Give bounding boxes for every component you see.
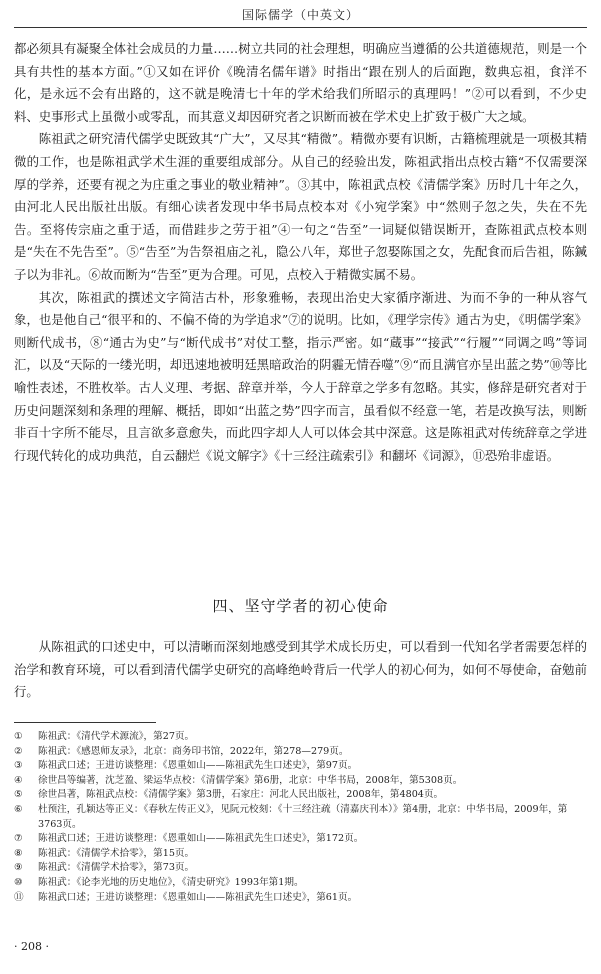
footnote-number: ⑦ — [14, 833, 23, 845]
footnote-text: 陈祖武口述；王进访谈整理：《恩重如山——陈祖武先生口述史》，第61页。 — [38, 891, 358, 903]
footnote-text: 徐世昌著，陈祖武点校：《清儒学案》第3册，石家庄：河北人民出版社，2008年，第4804页。 — [38, 789, 444, 801]
footnote-8 — [14, 847, 587, 862]
footnote-11 — [14, 891, 587, 906]
paragraph-2: 陈祖武之研究清代儒学史既致其“广大”，又尽其“精微”。精微亦要有识断，古籍梳理就是一项极其精微的工作，也是陈祖武学术生涯的重要组成部分。从自己的经验出发，陈祖武指出点校古籍“不仅需要深厚的学养，还要有视之为庄重之事业的敬业精神”。③其中，陈祖武点校《清儒学案》历时几十年之久，由河北人民出版社出版。有细心读者发现中华书局点校本对《小宛学案》中“然则子忽之失，失在不先告。至将传宗庙之重于适，而借跬步之劳于祖”④一句之“告至”一词疑似错误断开，查陈祖武点校本则是“失在不先告至”。⑤“告至”为告祭祖庙之礼，隐公八年，郑世子忽娶陈国之女，先配食而后告祖，陈鍼子以为非礼。⑥故而断为“告至”更为合理。可见，点校入于精微实属不易。 — [14, 131, 587, 282]
footnote-text: 陈祖武：《论李光地的历史地位》，《清史研究》1993年第1期。 — [38, 876, 304, 888]
footnote-number: ② — [14, 745, 23, 757]
footnote-text: 陈祖武：《感恩师友录》，北京：商务印书馆，2022年，第278—279页。 — [38, 745, 349, 757]
footnote-text: 陈祖武：《清代学术源流》，第27页。 — [38, 731, 195, 742]
footnote-1 — [14, 730, 587, 745]
footnote-number: ⑤ — [14, 789, 23, 801]
footnote-rule — [14, 722, 156, 723]
footnote-text: 陈祖武口述；王进访谈整理：《恩重如山——陈祖武先生口述史》，第97页。 — [38, 760, 358, 772]
footnote-text: 徐世昌等编著，沈芝盈、梁运华点校：《清儒学案》第6册，北京：中华书局，2008年，第5308页。 — [38, 774, 463, 786]
paragraph-1: 都必须具有凝聚全体社会成员的力量……树立共同的社会理想，明确应当遵循的公共道德规范，则是一个具有共性的基本方面。”①又如在评价《晚清名儒年谱》时指出“跟在别人的后面跑，数典忘祖，食洋不化，是永远不会有出路的，这不就是晚清七十年的学术给我们所昭示的真理吗！”②可以看到，不少史料、史事形式上虽微小或零乱，而其意义却因研究者之识断而被在学术史上扩致于极广大之域。 — [14, 41, 587, 124]
section-body — [14, 636, 587, 704]
footnote-2 — [14, 745, 587, 760]
footnote-number: ④ — [14, 774, 23, 786]
body-text — [14, 38, 587, 467]
footnote-7 — [14, 832, 587, 847]
footnote-number: ⑩ — [14, 876, 23, 888]
footnote-text: 陈祖武：《清儒学术拾零》，第15页。 — [38, 847, 195, 859]
footnote-text: 杜预注，孔颖达等正义：《春秋左传正义》，见阮元校刻：《十三经注疏（清嘉庆刊本）》第4册，北京：中华书局，2009年，第3763页。 — [38, 803, 568, 830]
header-rule — [14, 27, 587, 28]
footnote-5 — [14, 788, 587, 803]
section-heading: 四、坚守学者的初心使命 — [212, 597, 389, 615]
footnote-9 — [14, 861, 587, 876]
footnote-6 — [14, 803, 587, 832]
section-paragraph: 从陈祖武的口述史中，可以清晰而深刻地感受到其学术成长历史，可以看到一代知名学者需要怎样的治学和教育环境，可以看到清代儒学史研究的高峰绝岭背后一代学人的初心何为，如何不辱使命，奋勉前行。 — [14, 639, 587, 700]
footnote-number: ⑨ — [14, 862, 23, 874]
footnote-4 — [14, 774, 587, 789]
running-header: 国际儒学（中英文） — [241, 8, 359, 22]
footnote-number: ⑧ — [14, 847, 23, 859]
footnote-number: ⑥ — [14, 803, 23, 815]
footnote-number: ⑪ — [14, 891, 24, 903]
footnote-10 — [14, 876, 587, 891]
footnote-number: ③ — [14, 760, 23, 772]
footnotes — [14, 730, 587, 905]
paragraph-3: 其次，陈祖武的撰述文字简洁古朴，形象雅畅，表现出治史大家循序渐进、为而不争的一种从容气象，也是他自己“很平和的、不偏不倚的为学追求”⑦的说明。比如，《理学宗传》通古为史，《明儒学案》则断代成书，⑧“通古为史”与“断代成书”对仗工整，指示严密。如“蔵事”“接武”“行履”“同调之鸣”等词汇，以及“天际的一缕光明，却迅速地被明廷黑暗政治的阴霾无情吞噬”⑨“而且满官亦呈出蓝之势”⑩等比喻性表述，不胜枚举。古人义理、考据、辞章并举，今人于辞章之学多有忽略。其实，修辞是研究者对于历史问题深刻和条理的理解、概括，即如“出蓝之势”四字而言，虽看似不经意一笔，若是改换写法，则断非百十字所不能尽，且言欲多意愈失，而此四字却人人可以体会其中深意。这是陈祖武对传统辞章之学进行现代转化的成功典范，自云翻烂《说文解字》《十三经注疏索引》和翻坏《词源》，⑪恐殆非虚语。 — [14, 289, 587, 463]
footnote-text: 陈祖武：《清儒学术拾零》，第73页。 — [38, 862, 195, 874]
footnote-number: ① — [14, 731, 23, 742]
page-number: · 208 · — [14, 940, 49, 953]
footnote-text: 陈祖武口述；王进访谈整理：《恩重如山——陈祖武先生口述史》，第172页。 — [38, 833, 364, 845]
footnote-3 — [14, 759, 587, 774]
